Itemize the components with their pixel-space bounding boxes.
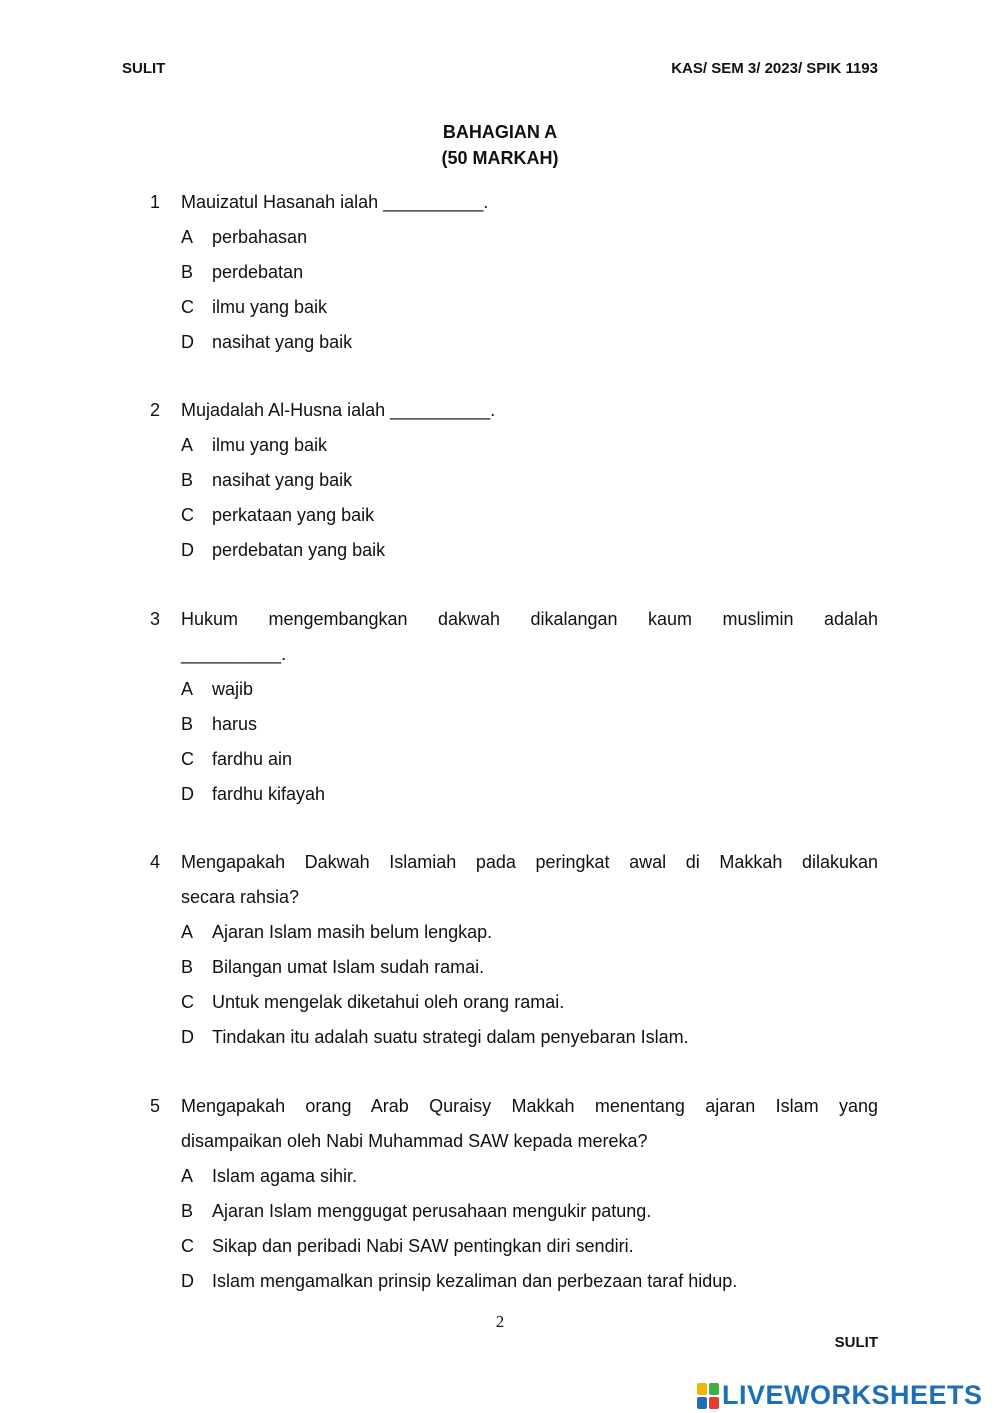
option-letter: A [181, 227, 194, 247]
option-c[interactable] [150, 742, 878, 777]
option-b[interactable] [150, 1194, 878, 1229]
option-a[interactable] [150, 220, 878, 255]
option-letter: D [181, 332, 194, 352]
option-b[interactable] [150, 950, 878, 985]
option-letter: A [181, 435, 194, 455]
option-a[interactable] [150, 915, 878, 950]
logo-square-yellow [697, 1383, 707, 1395]
question-number: 2 [150, 400, 161, 420]
option-c[interactable] [150, 290, 878, 325]
question-number: 5 [150, 1096, 161, 1116]
option-text: fardhu kifayah [212, 784, 326, 804]
question-3 [150, 602, 878, 812]
option-text: harus [212, 714, 258, 734]
option-text: wajib [212, 679, 254, 699]
option-text: perkataan yang baik [212, 505, 375, 525]
question-text: Mengapakah Dakwah Islamiah pada peringkat awal di Makkah dilakukan [181, 852, 878, 872]
option-letter: D [181, 1027, 194, 1047]
liveworksheets-logo-icon [697, 1383, 719, 1409]
option-letter: C [181, 1236, 194, 1256]
header-exam-code: KAS/ SEM 3/ 2023/ SPIK 1193 [671, 60, 878, 77]
option-text: nasihat yang baik [212, 470, 353, 490]
question-text: Mengapakah orang Arab Quraisy Makkah menentang ajaran Islam yang [181, 1096, 878, 1116]
option-text: perdebatan [212, 262, 304, 282]
option-text: Ajaran Islam masih belum lengkap. [212, 922, 493, 942]
footer-label: SULIT [834, 1334, 878, 1351]
question-number: 4 [150, 852, 161, 872]
option-letter: D [181, 1271, 194, 1291]
option-letter: B [181, 714, 194, 734]
option-text: perdebatan yang baik [212, 540, 386, 560]
option-d[interactable] [150, 777, 878, 812]
section-title: BAHAGIAN A [442, 122, 558, 142]
option-b[interactable] [150, 463, 878, 498]
option-text: fardhu ain [212, 749, 293, 769]
option-text: Sikap dan peribadi Nabi SAW pentingkan diri sendiri. [212, 1236, 634, 1256]
option-b[interactable] [150, 707, 878, 742]
option-letter: D [181, 540, 194, 560]
question-text-continued: __________. [181, 644, 287, 664]
option-text: nasihat yang baik [212, 332, 353, 352]
question-text-continued: disampaikan oleh Nabi Muhammad SAW kepada mereka? [181, 1131, 648, 1151]
option-text: ilmu yang baik [212, 435, 328, 455]
question-number: 3 [150, 609, 161, 629]
option-a[interactable] [150, 1159, 878, 1194]
option-letter: B [181, 470, 194, 490]
option-text: Islam agama sihir. [212, 1166, 358, 1186]
option-letter: B [181, 262, 194, 282]
question-number: 1 [150, 192, 161, 212]
option-text: Untuk mengelak diketahui oleh orang ramai. [212, 992, 565, 1012]
logo-square-green [709, 1383, 719, 1395]
question-text: Hukum mengembangkan dakwah dikalangan kaum muslimin adalah [181, 609, 878, 629]
option-letter: A [181, 922, 194, 942]
question-text-continued: secara rahsia? [181, 887, 300, 907]
question-text: Mauizatul Hasanah ialah __________. [181, 192, 489, 212]
option-a[interactable] [150, 672, 878, 707]
logo-square-red [709, 1397, 719, 1409]
question-2 [150, 393, 878, 568]
option-letter: A [181, 1166, 194, 1186]
section-marks: (50 MARKAH) [441, 148, 559, 168]
brand-name: LIVEWORKSHEETS [722, 1380, 983, 1410]
option-letter: C [181, 992, 194, 1012]
liveworksheets-brand[interactable] [697, 1380, 983, 1411]
option-b[interactable] [150, 255, 878, 290]
option-letter: D [181, 784, 194, 804]
header-left-label: SULIT [122, 60, 166, 77]
option-c[interactable] [150, 985, 878, 1020]
logo-square-blue [697, 1397, 707, 1409]
option-letter: B [181, 1201, 194, 1221]
question-1 [150, 185, 878, 360]
option-d[interactable] [150, 1020, 878, 1055]
option-c[interactable] [150, 1229, 878, 1264]
option-c[interactable] [150, 498, 878, 533]
option-d[interactable] [150, 533, 878, 568]
option-d[interactable] [150, 325, 878, 360]
option-a[interactable] [150, 428, 878, 463]
option-letter: C [181, 297, 194, 317]
option-letter: B [181, 957, 194, 977]
option-letter: C [181, 749, 194, 769]
option-text: Islam mengamalkan prinsip kezaliman dan perbezaan taraf hidup. [212, 1271, 738, 1291]
option-text: Tindakan itu adalah suatu strategi dalam penyebaran Islam. [212, 1027, 689, 1047]
page-number: 2 [495, 1312, 505, 1331]
option-text: ilmu yang baik [212, 297, 328, 317]
option-text: perbahasan [212, 227, 308, 247]
question-5 [150, 1089, 878, 1299]
option-d[interactable] [150, 1264, 878, 1299]
option-letter: A [181, 679, 194, 699]
question-4 [150, 845, 878, 1055]
option-text: Ajaran Islam menggugat perusahaan mengukir patung. [212, 1201, 652, 1221]
question-text: Mujadalah Al-Husna ialah __________. [181, 400, 496, 420]
option-text: Bilangan umat Islam sudah ramai. [212, 957, 485, 977]
option-letter: C [181, 505, 194, 525]
